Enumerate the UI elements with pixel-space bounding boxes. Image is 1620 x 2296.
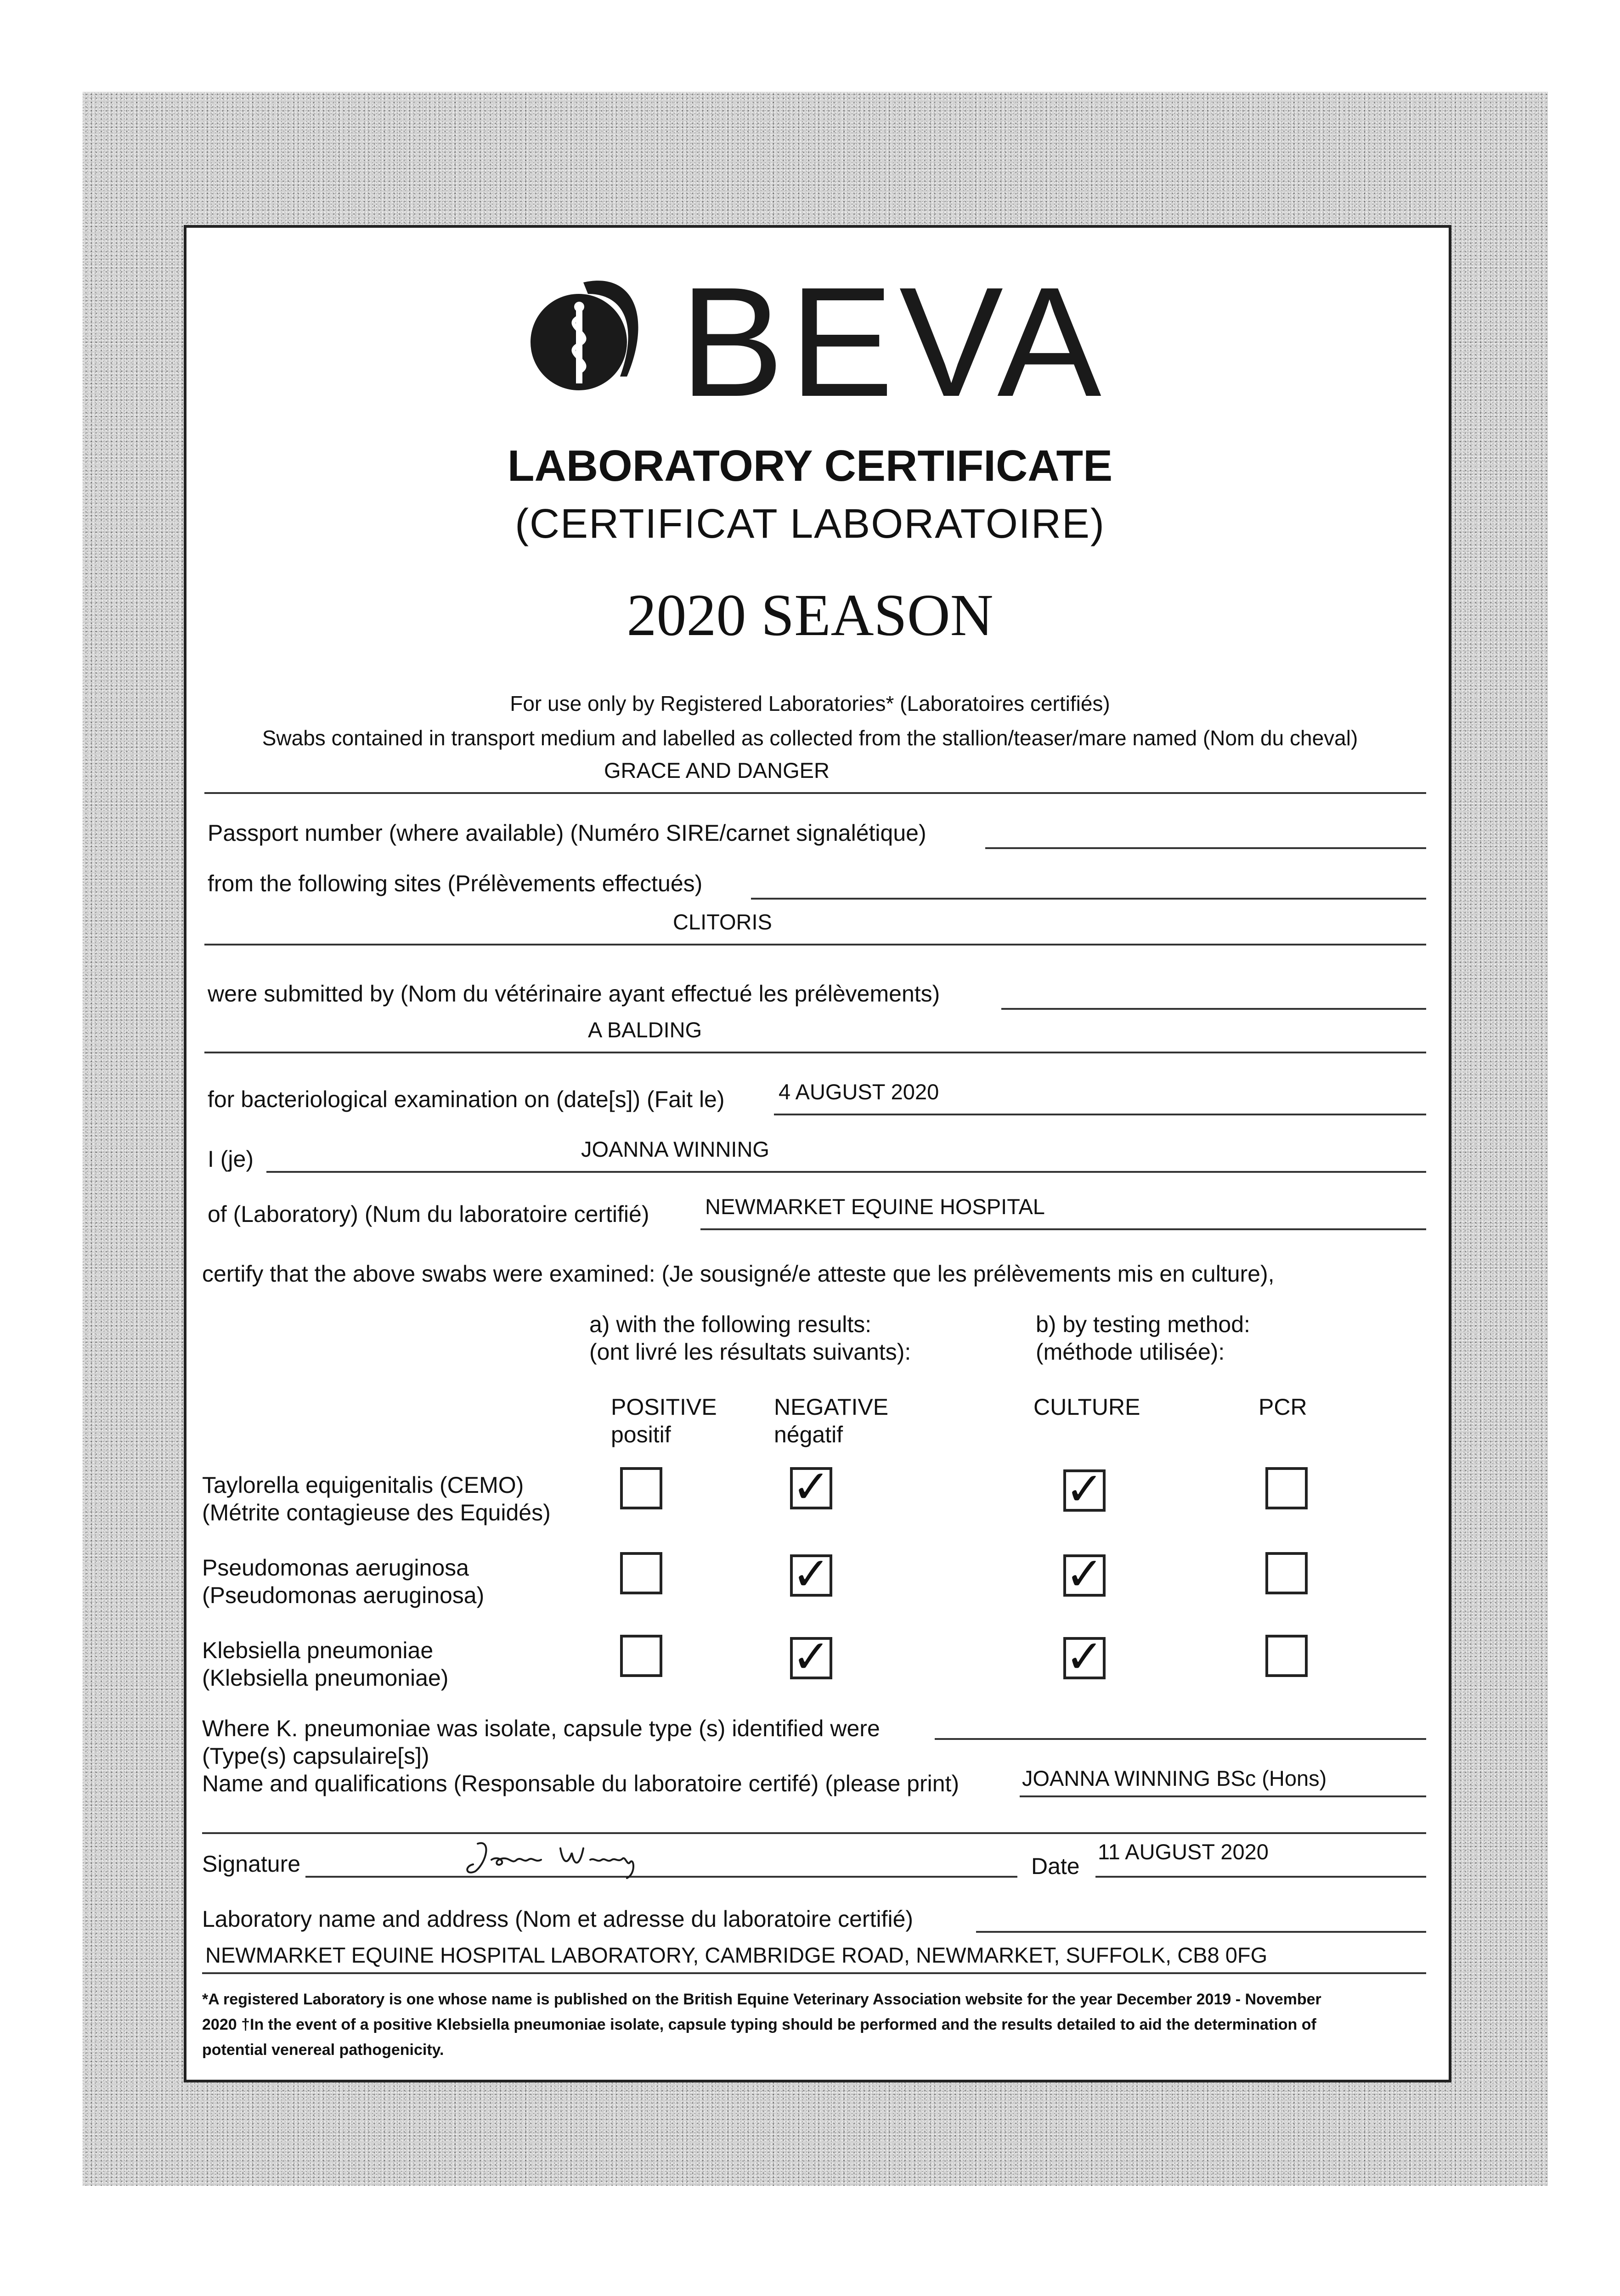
i-label: I (je) xyxy=(208,1146,254,1172)
certify-text: certify that the above swabs were examined: (Je sousigné/e atteste que les prélèvements mis en culture), xyxy=(202,1261,1275,1287)
footnote-line-1: *A registered Laboratory is one whose name is published on the British Equine Veterinary Association website for the year December 2019 - November xyxy=(202,1991,1321,2008)
row-3-culture-checkbox[interactable] xyxy=(1063,1631,1106,1683)
address-value: NEWMARKET EQUINE HOSPITAL LABORATORY, CAMBRIDGE ROAD, NEWMARKET, SUFFOLK, CB8 0FG xyxy=(205,1943,1268,1967)
check-mark-icon: ✓ xyxy=(1065,1631,1104,1683)
row-2-culture-checkbox[interactable] xyxy=(1063,1548,1106,1600)
results-heading-fr: (ont livré les résultats suivants): xyxy=(589,1339,911,1365)
capsule-rule xyxy=(935,1738,1426,1740)
horse-name-value: GRACE AND DANGER xyxy=(604,758,830,782)
submitted-rule-2 xyxy=(204,1052,1426,1053)
certificate-title-fr: (CERTIFICAT LABORATOIRE) xyxy=(515,501,1105,547)
sites-value: CLITORIS xyxy=(673,910,772,934)
row-2-name-fr: (Pseudomonas aeruginosa) xyxy=(202,1582,485,1608)
lab-rule xyxy=(700,1228,1426,1230)
handwritten-signature xyxy=(459,1835,652,1880)
method-heading-fr: (méthode utilisée): xyxy=(1036,1339,1225,1365)
sites-rule xyxy=(751,898,1426,900)
submitted-value: A BALDING xyxy=(588,1018,702,1042)
passport-label: Passport number (where available) (Numéro SIRE/carnet signalétique) xyxy=(208,820,926,846)
lab-label: of (Laboratory) (Num du laboratoire certifié) xyxy=(208,1201,649,1227)
row-3-positive-checkbox[interactable] xyxy=(620,1635,662,1677)
row-1-negative-checkbox[interactable] xyxy=(790,1461,832,1513)
exam-date-label: for bacteriological examination on (date[s]) (Fait le) xyxy=(208,1086,725,1112)
passport-rule xyxy=(985,847,1426,849)
exam-date-rule xyxy=(774,1114,1426,1115)
row-2-positive-checkbox[interactable] xyxy=(620,1552,662,1594)
address-label: Laboratory name and address (Nom et adresse du laboratoire certifié) xyxy=(202,1906,914,1932)
brand-name: BEVA xyxy=(680,255,1107,429)
row-1-name: Taylorella equigenitalis (CEMO) xyxy=(202,1472,524,1498)
row-3-name: Klebsiella pneumoniae xyxy=(202,1638,434,1663)
submitted-rule xyxy=(1001,1008,1426,1010)
address-rule xyxy=(976,1931,1426,1933)
col-positive: POSITIVE xyxy=(611,1394,717,1420)
capsule-label-fr: (Type(s) capsulaire[s]) xyxy=(202,1743,429,1769)
signature-label: Signature xyxy=(202,1851,301,1877)
check-mark-icon: ✓ xyxy=(792,1461,830,1513)
check-mark-icon: ✓ xyxy=(1065,1548,1104,1600)
check-mark-icon: ✓ xyxy=(792,1548,830,1600)
qualifications-label: Name and qualifications (Responsable du laboratoire certifé) (please print) xyxy=(202,1771,960,1796)
sites-label: from the following sites (Prélèvements effectués) xyxy=(208,871,703,896)
row-1-culture-checkbox[interactable] xyxy=(1063,1463,1106,1515)
address-rule-2 xyxy=(202,1972,1426,1974)
method-heading: b) by testing method: xyxy=(1036,1311,1250,1337)
intro-line-1: For use only by Registered Laboratories* (Laboratoires certifiés) xyxy=(510,692,1110,715)
i-value: JOANNA WINNING xyxy=(581,1137,769,1161)
capsule-label: Where K. pneumoniae was isolate, capsule type (s) identified were xyxy=(202,1716,880,1741)
signature-rule xyxy=(305,1876,1017,1878)
col-negative-fr: négatif xyxy=(774,1422,843,1447)
row-3-pcr-checkbox[interactable] xyxy=(1265,1635,1308,1677)
date-value: 11 AUGUST 2020 xyxy=(1098,1840,1269,1864)
row-3-name-fr: (Klebsiella pneumoniae) xyxy=(202,1665,449,1691)
row-3-negative-checkbox[interactable] xyxy=(790,1631,832,1683)
footnote-line-3: potential venereal pathogenicity. xyxy=(202,2041,444,2059)
qualifications-rule-2 xyxy=(202,1832,1426,1834)
check-mark-icon: ✓ xyxy=(792,1631,830,1683)
row-1-pcr-checkbox[interactable] xyxy=(1265,1467,1308,1509)
date-rule xyxy=(1095,1876,1426,1878)
footnote-line-2: 2020 †In the event of a positive Klebsiella pneumoniae isolate, capsule typing should be performed and the results detailed to aid the determination of xyxy=(202,2016,1316,2033)
row-2-name: Pseudomonas aeruginosa xyxy=(202,1555,469,1581)
sites-rule-2 xyxy=(204,944,1426,945)
qualifications-rule xyxy=(1020,1795,1426,1797)
row-2-pcr-checkbox[interactable] xyxy=(1265,1552,1308,1594)
lab-value: NEWMARKET EQUINE HOSPITAL xyxy=(705,1194,1045,1219)
submitted-label: were submitted by (Nom du vétérinaire ayant effectué les prélèvements) xyxy=(208,981,940,1007)
check-mark-icon: ✓ xyxy=(1065,1463,1104,1515)
date-label: Date xyxy=(1031,1853,1080,1879)
horse-name-rule xyxy=(204,792,1426,794)
i-rule xyxy=(266,1171,1426,1173)
qualifications-value: JOANNA WINNING BSc (Hons) xyxy=(1022,1766,1327,1790)
certificate-title: LABORATORY CERTIFICATE xyxy=(507,441,1113,490)
row-1-positive-checkbox[interactable] xyxy=(620,1467,662,1509)
row-2-negative-checkbox[interactable] xyxy=(790,1548,832,1600)
intro-line-2: Swabs contained in transport medium and labelled as collected from the stallion/teaser/mare named (Nom du cheval) xyxy=(262,726,1358,750)
col-negative: NEGATIVE xyxy=(774,1394,889,1420)
col-pcr: PCR xyxy=(1259,1394,1307,1420)
col-positive-fr: positif xyxy=(611,1422,671,1447)
exam-date-value: 4 AUGUST 2020 xyxy=(779,1080,939,1104)
row-1-name-fr: (Métrite contagieuse des Equidés) xyxy=(202,1500,551,1525)
season-title: 2020 SEASON xyxy=(627,582,993,648)
beva-logo xyxy=(528,255,1148,429)
col-culture: CULTURE xyxy=(1033,1394,1140,1420)
results-heading: a) with the following results: xyxy=(589,1311,872,1337)
